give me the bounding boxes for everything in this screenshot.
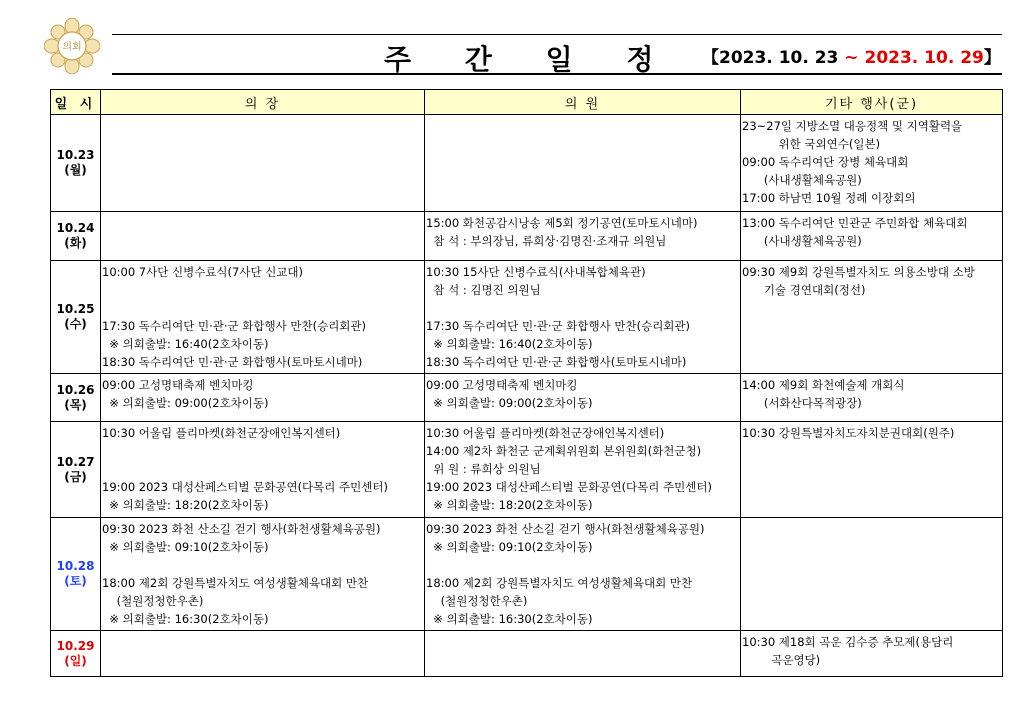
other-events-cell bbox=[741, 422, 1003, 518]
event-line: 19:00 2023 대성산페스티벌 문화공연(다목리 주민센터) bbox=[102, 480, 388, 494]
event-line: ※ 의회출발: 18:20(2호차이동) bbox=[102, 498, 269, 512]
event-line: 09:30 2023 화천 산소길 걷기 행사(화천생활체육공원) bbox=[426, 522, 705, 536]
weekday-label: (일) bbox=[64, 653, 87, 668]
event-line: 19:00 2023 대성산페스티벌 문화공연(다목리 주민센터) bbox=[426, 480, 712, 494]
event-line: (사내생활체육공원) bbox=[742, 173, 862, 187]
chair-events-cell bbox=[101, 422, 425, 518]
event-line: 위한 국외연수(일본) bbox=[742, 137, 881, 151]
member-events-cell bbox=[425, 631, 741, 677]
date-cell bbox=[51, 422, 101, 518]
event-line: 09:00 고성명태축제 벤치마킹 bbox=[102, 378, 254, 392]
weekday-label: (수) bbox=[64, 317, 87, 331]
event-line: ※ 의회출발: 09:00(2호차이동) bbox=[426, 396, 593, 410]
schedule-row bbox=[51, 518, 1003, 631]
event-line: (사내생활체육공원) bbox=[742, 234, 862, 248]
emblem-label: 의회 bbox=[62, 42, 82, 53]
title-divider-top bbox=[112, 34, 1002, 35]
weekday-label: (월) bbox=[64, 163, 87, 177]
event-line: 10:30 어울림 플리마켓(화천군장애인복지센터) bbox=[102, 426, 341, 440]
chair-events-cell bbox=[101, 631, 425, 677]
other-events-cell bbox=[741, 212, 1003, 261]
event-line: ※ 의회출발: 16:30(2호차이동) bbox=[102, 612, 269, 626]
date-label: 10.29 bbox=[56, 638, 95, 653]
weekday-label: (목) bbox=[64, 397, 87, 412]
event-line: ※ 의회출발: 18:20(2호차이동) bbox=[426, 498, 593, 512]
event-line: 14:00 제9회 화천예술제 개회식 bbox=[742, 378, 905, 392]
event-line: 09:30 2023 화천 산소길 걷기 행사(화천생활체육공원) bbox=[102, 522, 381, 536]
other-events-cell bbox=[741, 115, 1003, 212]
council-emblem-icon bbox=[44, 18, 100, 74]
weekday-label: (화) bbox=[64, 236, 87, 250]
member-events-cell bbox=[425, 212, 741, 261]
member-events-cell bbox=[425, 261, 741, 374]
member-events-cell bbox=[425, 422, 741, 518]
event-line: 10:30 어울림 플리마켓(화천군장애인복지센터) bbox=[426, 426, 665, 440]
event-line: (서화산다목적광장) bbox=[742, 396, 862, 410]
date-cell bbox=[51, 631, 101, 677]
schedule-row bbox=[51, 631, 1003, 677]
schedule-row bbox=[51, 422, 1003, 518]
column-header-date: 일 시 bbox=[51, 90, 101, 115]
chair-events-cell bbox=[101, 212, 425, 261]
chair-events-cell bbox=[101, 374, 425, 422]
event-line bbox=[102, 299, 423, 317]
member-events-cell bbox=[425, 518, 741, 631]
event-line: 09:00 고성명태축제 벤치마킹 bbox=[426, 378, 578, 392]
column-header-other: 기타 행사(군) bbox=[741, 90, 1003, 115]
date-label: 10.28 bbox=[56, 559, 95, 573]
event-line bbox=[426, 299, 739, 317]
date-label: 10.25 bbox=[56, 302, 95, 316]
weekly-schedule-table bbox=[50, 89, 1003, 677]
event-line: 23~27일 지방소멸 대응정책 및 지역활력을 bbox=[742, 119, 963, 133]
event-line: 17:30 독수리여단 민·관·군 화합행사 만찬(승리회관) bbox=[426, 319, 691, 333]
other-events-cell bbox=[741, 261, 1003, 374]
other-events-cell bbox=[741, 631, 1003, 677]
event-line bbox=[102, 460, 423, 478]
event-line: 위 원 : 류희상 의원님 bbox=[426, 462, 541, 476]
title-divider-bottom bbox=[112, 73, 1002, 75]
other-events-cell bbox=[741, 374, 1003, 422]
event-line: (철원정청한우촌) bbox=[426, 594, 528, 608]
event-line: 17:30 독수리여단 민·관·군 화합행사 만찬(승리회관) bbox=[102, 319, 367, 333]
event-line: 참 석 : 김명진 의원님 bbox=[426, 283, 541, 297]
column-header-member: 의 원 bbox=[425, 90, 741, 115]
event-line bbox=[102, 281, 423, 299]
weekday-label: (토) bbox=[64, 574, 87, 588]
event-line: 참 석 : 부의장님, 류희상·김명진·조재규 의원님 bbox=[426, 234, 667, 248]
event-line: ※ 의회출발: 09:10(2호차이동) bbox=[102, 540, 269, 554]
event-line: 기술 경연대회(정선) bbox=[742, 283, 866, 297]
page-header bbox=[44, 18, 1002, 80]
event-line: 18:30 독수리여단 민·관·군 화합행사(토마토시네마) bbox=[426, 355, 687, 369]
event-line: ※ 의회출발: 09:10(2호차이동) bbox=[426, 540, 593, 554]
event-line: ※ 의회출발: 16:40(2호차이동) bbox=[102, 337, 269, 351]
event-line: 18:00 제2회 강원특별자치도 여성생활체육대회 만찬 bbox=[102, 576, 369, 590]
event-line: (철원정청한우촌) bbox=[102, 594, 204, 608]
event-line bbox=[102, 556, 423, 574]
event-line: 17:00 하남면 10월 정례 이장회의 bbox=[742, 191, 916, 205]
schedule-row bbox=[51, 261, 1003, 374]
event-line: 18:30 독수리여단 민·관·군 화합행사(토마토시네마) bbox=[102, 355, 363, 369]
table-header-row bbox=[51, 90, 1003, 115]
date-label: 10.24 bbox=[56, 221, 95, 235]
event-line: 곡운영당) bbox=[742, 653, 821, 667]
weekday-label: (금) bbox=[64, 469, 87, 484]
event-line bbox=[426, 556, 739, 574]
date-label: 10.23 bbox=[56, 148, 95, 162]
event-line: ※ 의회출발: 16:40(2호차이동) bbox=[426, 337, 593, 351]
schedule-row bbox=[51, 115, 1003, 212]
date-label: 10.26 bbox=[56, 382, 95, 397]
event-line: 10:30 강원특별자치도자치분권대회(원주) bbox=[742, 426, 955, 440]
other-events-cell bbox=[741, 518, 1003, 631]
event-line: 09:00 독수리여단 장병 체육대회 bbox=[742, 155, 909, 169]
page-title: 주 간 일 정 bbox=[384, 43, 676, 76]
period-separator: ~ bbox=[838, 48, 865, 68]
event-line: ※ 의회출발: 09:00(2호차이동) bbox=[102, 396, 269, 410]
schedule-period bbox=[702, 43, 1001, 68]
column-header-chair: 의 장 bbox=[101, 90, 425, 115]
schedule-row bbox=[51, 374, 1003, 422]
event-line: 15:00 화천공감시낭송 제5회 정기공연(토마토시네마) bbox=[426, 216, 698, 230]
chair-events-cell bbox=[101, 261, 425, 374]
event-line: 10:30 15사단 신병수료식(사내복합체육관) bbox=[426, 265, 646, 279]
event-line: 10:00 7사단 신병수료식(7사단 신교대) bbox=[102, 265, 304, 279]
period-end: 2023. 10. 29 bbox=[864, 48, 984, 68]
period-close: 】 bbox=[983, 48, 1001, 68]
date-label: 10.27 bbox=[56, 454, 95, 469]
member-events-cell bbox=[425, 374, 741, 422]
chair-events-cell bbox=[101, 518, 425, 631]
event-line: 10:30 제18회 곡운 김수증 추모제(용담리 bbox=[742, 635, 954, 649]
event-line: 09:30 제9회 강원특별자치도 의용소방대 소방 bbox=[742, 265, 975, 279]
period-start: 【2023. 10. 23 bbox=[702, 48, 839, 68]
date-cell bbox=[51, 518, 101, 631]
chair-events-cell bbox=[101, 115, 425, 212]
date-cell bbox=[51, 115, 101, 212]
date-cell bbox=[51, 261, 101, 374]
event-line bbox=[102, 442, 423, 460]
date-cell bbox=[51, 212, 101, 261]
event-line: 14:00 제2차 화천군 군계획위원회 본위원회(화천군청) bbox=[426, 444, 702, 458]
date-cell bbox=[51, 374, 101, 422]
event-line: 13:00 독수리여단 민관군 주민화합 체육대회 bbox=[742, 216, 968, 230]
member-events-cell bbox=[425, 115, 741, 212]
event-line: ※ 의회출발: 16:30(2호차이동) bbox=[426, 612, 593, 626]
event-line: 18:00 제2회 강원특별자치도 여성생활체육대회 만찬 bbox=[426, 576, 693, 590]
schedule-row bbox=[51, 212, 1003, 261]
